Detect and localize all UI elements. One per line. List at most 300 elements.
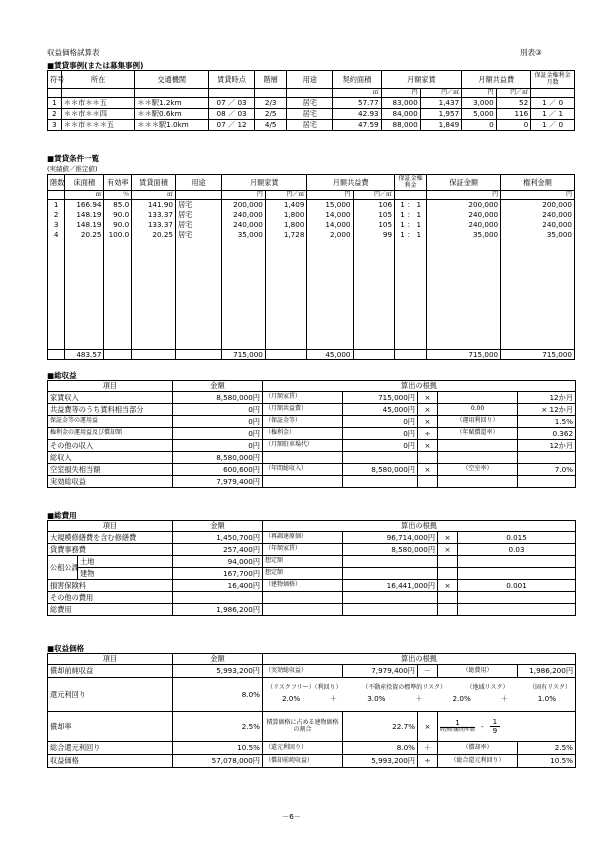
table-row bbox=[48, 476, 576, 488]
gross-basis-2: 0円 bbox=[343, 416, 418, 428]
case-fee-per: 116 bbox=[496, 109, 531, 120]
net-b3: （総費用） bbox=[438, 665, 518, 678]
tr-b3: （償却率） bbox=[438, 742, 518, 755]
unit-yen-per: 円／㎡ bbox=[265, 191, 307, 200]
gross-item: 共益費等のうち賃料相当部分 bbox=[48, 404, 173, 416]
tr-b4: 2.5% bbox=[518, 742, 576, 755]
table-row bbox=[48, 464, 576, 476]
exp-basis-2 bbox=[343, 604, 438, 616]
case-access: ＊＊駅1.2km bbox=[135, 98, 209, 109]
total-rent: 715,000 bbox=[222, 350, 266, 360]
exp-item: 総費用 bbox=[48, 604, 173, 616]
exp-op bbox=[438, 592, 458, 604]
exp-item: 大規模修繕費を含む修繕費 bbox=[48, 532, 173, 544]
gross-basis-3 bbox=[438, 392, 518, 404]
rental-cases-title: ■賃貸事例(または募集事例) bbox=[47, 61, 144, 70]
lease-area: 166.94 bbox=[65, 200, 104, 210]
table-row bbox=[48, 580, 576, 592]
gross-basis-4: 7.0% bbox=[518, 464, 576, 476]
exp-amount: 1,450,700円 bbox=[173, 532, 263, 544]
gross-basis-1 bbox=[263, 452, 343, 464]
dep-b1: 積算価格に占める建物価格の割合 bbox=[263, 712, 343, 742]
case-rent: 88,000 bbox=[381, 120, 420, 131]
lease-deposit: 240,000 bbox=[427, 210, 501, 220]
case-access: ＊＊＊駅1.0km bbox=[135, 120, 209, 131]
gross-basis-3 bbox=[438, 452, 518, 464]
col-access: 交通機関 bbox=[135, 71, 209, 89]
cap-rate-label: 還元利回り bbox=[48, 678, 173, 712]
unit-pct: ％ bbox=[104, 191, 132, 200]
lease-dep-months: 1 ： 1 bbox=[395, 200, 427, 210]
exp-item: 建物 bbox=[78, 568, 173, 580]
net-income-amount: 5,993,200円 bbox=[173, 665, 263, 678]
exp-basis-1 bbox=[263, 604, 343, 616]
expenses-title: ■総費用 bbox=[47, 511, 77, 520]
exp-basis-1: （再調達原価） bbox=[263, 532, 343, 544]
exp-item: 土地 bbox=[78, 556, 173, 568]
lease-fee: 2,000 bbox=[307, 230, 353, 240]
gross-op: × bbox=[418, 404, 438, 416]
tr-b2: 8.0% bbox=[343, 742, 418, 755]
table-row bbox=[48, 230, 575, 240]
exp-basis-3: 0.001 bbox=[458, 580, 576, 592]
exp-op bbox=[438, 568, 458, 580]
depreciation-amount: 2.5% bbox=[173, 712, 263, 742]
case-deposit: 1 ／ 1 bbox=[531, 109, 575, 120]
gross-item: 空室損失相当額 bbox=[48, 464, 173, 476]
iv-b1: （償却前純収益） bbox=[263, 755, 343, 768]
case-no: 1 bbox=[48, 98, 62, 109]
key-months: 0 bbox=[558, 120, 564, 130]
rate-rf: （リスクフリー）（利回り） bbox=[267, 684, 342, 692]
col-location: 所在 bbox=[61, 71, 135, 89]
rate-plus: ＋ bbox=[500, 693, 508, 703]
exp-amount: 94,000円 bbox=[173, 556, 263, 568]
col-floor-area: 床面積 bbox=[65, 175, 104, 191]
doc-ref: 別表③ bbox=[520, 48, 542, 57]
gross-basis-3: 0.00 bbox=[438, 404, 518, 416]
gross-op bbox=[418, 452, 438, 464]
gross-basis-3: （空室率） bbox=[438, 464, 518, 476]
dep-m2: 1 bbox=[416, 219, 422, 229]
gross-basis-1: （権利金） bbox=[263, 428, 343, 440]
page-number: －6－ bbox=[282, 812, 301, 821]
table-row bbox=[48, 544, 576, 556]
gross-basis-4: × 12か月 bbox=[518, 404, 576, 416]
gross-op: × bbox=[418, 440, 438, 452]
lease-floor: 2 bbox=[48, 210, 65, 220]
lease-area: 148.19 bbox=[65, 220, 104, 230]
table-row bbox=[48, 428, 576, 440]
lease-key: 35,000 bbox=[501, 230, 575, 240]
case-date: 08 ／ 03 bbox=[209, 109, 255, 120]
lease-fee-per: 106 bbox=[353, 200, 395, 210]
case-use: 居宅 bbox=[287, 120, 333, 131]
gross-basis-2 bbox=[343, 476, 418, 488]
case-area: 57.77 bbox=[333, 98, 381, 109]
lease-fee: 14,000 bbox=[307, 220, 353, 230]
col-deposit: 保証金権利金月数 bbox=[531, 71, 575, 89]
gross-op bbox=[418, 476, 438, 488]
lease-rent-area: 133.37 bbox=[132, 220, 176, 230]
lease-use: 居宅 bbox=[175, 200, 221, 210]
gross-item: 実効総収益 bbox=[48, 476, 173, 488]
col-date: 賃貸時点 bbox=[209, 71, 255, 89]
gross-op: × bbox=[418, 464, 438, 476]
table-row bbox=[48, 604, 576, 616]
case-floor: 2/3 bbox=[255, 98, 287, 109]
frac1-den: 経済的耐用年数 bbox=[440, 727, 476, 734]
lease-dep-months: 1 ： 1 bbox=[395, 230, 427, 240]
dep-m2: 1 bbox=[416, 209, 422, 219]
case-date: 07 ／ 03 bbox=[209, 98, 255, 109]
depreciation-label: 償却率 bbox=[48, 712, 173, 742]
lease-fee-per: 105 bbox=[353, 210, 395, 220]
gross-basis-4 bbox=[518, 476, 576, 488]
col-amount: 金額 bbox=[173, 654, 263, 665]
gross-amount: 0円 bbox=[173, 416, 263, 428]
lease-rent: 35,000 bbox=[222, 230, 266, 240]
case-month: 03 bbox=[237, 98, 247, 108]
exp-basis-1: （年額家賃） bbox=[263, 544, 343, 556]
net-op: － bbox=[418, 665, 438, 678]
table-row bbox=[48, 210, 575, 220]
lease-terms-sub: (実績値／推定値) bbox=[47, 165, 98, 173]
gross-basis-2: 0円 bbox=[343, 440, 418, 452]
lease-use: 居宅 bbox=[175, 230, 221, 240]
lease-fee-per: 99 bbox=[353, 230, 395, 240]
lease-rent-area: 133.37 bbox=[132, 210, 176, 220]
gross-basis-4 bbox=[518, 452, 576, 464]
lease-key: 240,000 bbox=[501, 220, 575, 230]
gross-amount: 0円 bbox=[173, 428, 263, 440]
gross-basis-4: 1.5% bbox=[518, 416, 576, 428]
lease-terms-title: ■賃貸条件一覧 bbox=[47, 154, 100, 163]
exp-basis-2 bbox=[343, 592, 438, 604]
rate-v2: 3.0% bbox=[367, 693, 386, 703]
lease-deposit: 200,000 bbox=[427, 200, 501, 210]
dep-m1: 1 bbox=[400, 209, 405, 219]
exp-item: 貸費事務費 bbox=[48, 544, 173, 556]
case-fee: 0 bbox=[462, 120, 497, 131]
exp-basis-3 bbox=[458, 568, 576, 580]
tr-op: ＋ bbox=[418, 742, 438, 755]
lease-rent: 200,000 bbox=[222, 200, 266, 210]
gross-basis-1: （保証金等） bbox=[263, 416, 343, 428]
lease-dep-months: 1 ： 1 bbox=[395, 210, 427, 220]
tr-b1: （還元利回り） bbox=[263, 742, 343, 755]
col-fee: 月額共益費 bbox=[462, 71, 531, 89]
col-fee: 月額共益費 bbox=[307, 175, 395, 191]
income-title: ■収益価格 bbox=[47, 644, 85, 653]
gross-basis-4: 12か月 bbox=[518, 440, 576, 452]
rate-area: （地域リスク） bbox=[466, 684, 509, 692]
exp-basis-2 bbox=[343, 568, 438, 580]
unit-yen-per: 円／㎡ bbox=[420, 89, 461, 98]
case-deposit: 1 ／ 0 bbox=[531, 120, 575, 131]
exp-item: 損害保険料 bbox=[48, 580, 173, 592]
total-area: 483.57 bbox=[65, 350, 104, 360]
lease-rate: 100.0 bbox=[104, 230, 132, 240]
dep-m2: 1 bbox=[416, 199, 422, 209]
doc-title: 収益価格試算表 bbox=[47, 48, 100, 57]
table-row bbox=[48, 404, 576, 416]
exp-item: その他の費用 bbox=[48, 592, 173, 604]
case-fee: 3,000 bbox=[462, 98, 497, 109]
lease-deposit: 240,000 bbox=[427, 220, 501, 230]
rate-v3: 2.0% bbox=[452, 693, 471, 703]
col-dep-months: 保証金権利金 bbox=[395, 175, 427, 191]
cap-rate-basis bbox=[263, 678, 576, 712]
gross-basis-1: （年間総収入） bbox=[263, 464, 343, 476]
dep-fraction: 1 経済的耐用年数 - $\frac{1}{9}$ bbox=[438, 712, 576, 742]
case-location: ＊＊市＊＊四 bbox=[61, 109, 135, 120]
case-use: 居宅 bbox=[287, 98, 333, 109]
gross-basis-2: 8,580,000円 bbox=[343, 464, 418, 476]
gross-item: 総収入 bbox=[48, 452, 173, 464]
lease-key: 200,000 bbox=[501, 200, 575, 210]
rate-v4: 1.0% bbox=[537, 693, 557, 703]
exp-op bbox=[438, 604, 458, 616]
exp-basis-3 bbox=[458, 592, 576, 604]
dep-b2: 22.7% bbox=[343, 712, 418, 742]
gross-amount: 0円 bbox=[173, 440, 263, 452]
lease-rent-area: 141.90 bbox=[132, 200, 176, 210]
gross-basis-2: 715,000円 bbox=[343, 392, 418, 404]
iv-b2: 5,993,200円 bbox=[343, 755, 418, 768]
case-rent: 84,000 bbox=[381, 109, 420, 120]
gross-basis-3 bbox=[438, 476, 518, 488]
total-deposit: 715,000 bbox=[427, 350, 501, 360]
col-basis: 算出の根拠 bbox=[263, 381, 576, 392]
exp-op bbox=[438, 556, 458, 568]
col-area: 契約面積 bbox=[333, 71, 381, 89]
gross-table bbox=[47, 380, 576, 488]
lease-terms-table bbox=[47, 174, 575, 360]
exp-basis-2: 8,580,000円 bbox=[343, 544, 438, 556]
dep-months: 1 bbox=[542, 98, 547, 108]
col-item: 項目 bbox=[48, 521, 173, 532]
case-month: 03 bbox=[237, 109, 247, 119]
frac2-den: 9 bbox=[490, 726, 501, 735]
case-rent-per: 1,849 bbox=[420, 120, 461, 131]
col-use: 用途 bbox=[287, 71, 333, 89]
rate-v1: 2.0% bbox=[281, 693, 301, 703]
table-row bbox=[48, 220, 575, 230]
exp-basis-1: （建物価格） bbox=[263, 580, 343, 592]
expenses-table bbox=[47, 520, 576, 616]
frac2-num: 1 bbox=[492, 717, 498, 727]
net-b2: 7,979,400円 bbox=[343, 665, 418, 678]
table-row bbox=[48, 556, 576, 568]
lease-rate: 85.0 bbox=[104, 200, 132, 210]
case-fee-per: 52 bbox=[496, 98, 531, 109]
unit-yen: 円 bbox=[381, 89, 420, 98]
exp-basis-1: 想定額 bbox=[263, 556, 343, 568]
col-amount: 金額 bbox=[173, 521, 263, 532]
table-row bbox=[48, 452, 576, 464]
col-rent: 月額家賃 bbox=[381, 71, 462, 89]
total-rate-label: 総合還元利回り bbox=[48, 742, 173, 755]
case-location: ＊＊市＊＊＊五 bbox=[61, 120, 135, 131]
case-area: 42.93 bbox=[333, 109, 381, 120]
net-b4: 1,986,200円 bbox=[518, 665, 576, 678]
dep-months: 1 bbox=[542, 120, 547, 130]
unit-sqm: ㎡ bbox=[333, 89, 381, 98]
net-b1: （実効総収益） bbox=[263, 665, 343, 678]
income-table bbox=[47, 653, 576, 768]
col-floor: 階層 bbox=[255, 71, 287, 89]
table-row bbox=[48, 568, 576, 580]
lease-rent-per: 1,800 bbox=[265, 220, 307, 230]
lease-rent-area: 20.25 bbox=[132, 230, 176, 240]
table-row bbox=[48, 200, 575, 210]
gross-amount: 8,580,000円 bbox=[173, 392, 263, 404]
exp-basis-1: 想定額 bbox=[263, 568, 343, 580]
exp-op: × bbox=[438, 580, 458, 592]
exp-basis-2: 16,441,000円 bbox=[343, 580, 438, 592]
rate-plus: ＋ bbox=[330, 693, 338, 703]
col-item: 項目 bbox=[48, 381, 173, 392]
dep-months: 1 bbox=[542, 109, 547, 119]
iv-op: ÷ bbox=[418, 755, 438, 768]
unit-yen: 円 bbox=[427, 191, 501, 200]
gross-basis-1 bbox=[263, 476, 343, 488]
unit-sqm: ㎡ bbox=[132, 191, 176, 200]
lease-fee-per: 105 bbox=[353, 220, 395, 230]
key-months: 0 bbox=[558, 98, 564, 108]
rate-plus: ＋ bbox=[415, 693, 423, 703]
case-access: ＊＊駅0.6km bbox=[135, 109, 209, 120]
col-deposit: 保証金額 bbox=[427, 175, 501, 191]
total-rate-amount: 10.5% bbox=[173, 742, 263, 755]
case-rent-per: 1,957 bbox=[420, 109, 461, 120]
dep-m1: 1 bbox=[400, 219, 405, 229]
gross-amount: 8,580,000円 bbox=[173, 452, 263, 464]
table-row bbox=[48, 392, 576, 404]
lease-area: 148.19 bbox=[65, 210, 104, 220]
gross-basis-1: （月額家賃） bbox=[263, 392, 343, 404]
case-floor: 2/5 bbox=[255, 109, 287, 120]
unit-yen: 円 bbox=[501, 191, 575, 200]
lease-rent: 240,000 bbox=[222, 220, 266, 230]
dep-m1: 1 bbox=[400, 229, 405, 239]
gross-basis-2: 45,000円 bbox=[343, 404, 418, 416]
case-month: 12 bbox=[237, 120, 247, 130]
gross-basis-1: （月額駐車場代） bbox=[263, 440, 343, 452]
table-row bbox=[48, 416, 576, 428]
gross-basis-4: 12か月 bbox=[518, 392, 576, 404]
total-key: 715,000 bbox=[501, 350, 575, 360]
income-value-label: 収益価格 bbox=[48, 755, 173, 768]
gross-amount: 600,600円 bbox=[173, 464, 263, 476]
case-no: 2 bbox=[48, 109, 62, 120]
lease-floor: 3 bbox=[48, 220, 65, 230]
gross-op: ÷ bbox=[418, 428, 438, 440]
lease-rate: 90.0 bbox=[104, 220, 132, 230]
col-rent: 月額家賃 bbox=[222, 175, 307, 191]
net-income-label: 償却前純収益 bbox=[48, 665, 173, 678]
case-area: 47.59 bbox=[333, 120, 381, 131]
table-row bbox=[48, 98, 575, 109]
col-use: 用途 bbox=[175, 175, 221, 191]
lease-rent-per: 1,728 bbox=[265, 230, 307, 240]
lease-rent-per: 1,800 bbox=[265, 210, 307, 220]
gross-basis-1: （月額共益費） bbox=[263, 404, 343, 416]
table-row bbox=[48, 592, 576, 604]
lease-area: 20.25 bbox=[65, 230, 104, 240]
lease-use: 居宅 bbox=[175, 220, 221, 230]
col-key: 権利金額 bbox=[501, 175, 575, 191]
lease-dep-months: 1 ： 1 bbox=[395, 220, 427, 230]
col-floor: 階数 bbox=[48, 175, 65, 191]
gross-op: × bbox=[418, 392, 438, 404]
lease-floor: 1 bbox=[48, 200, 65, 210]
table-row bbox=[48, 440, 576, 452]
frac1-num: 1 bbox=[455, 718, 460, 728]
exp-basis-1 bbox=[263, 592, 343, 604]
col-basis: 算出の根拠 bbox=[263, 654, 576, 665]
gross-title: ■総収益 bbox=[47, 371, 77, 380]
col-rent-area: 賃貸面積 bbox=[132, 175, 176, 191]
dep-m2: 1 bbox=[416, 229, 422, 239]
gross-basis-4: 0.362 bbox=[518, 428, 576, 440]
gross-basis-3 bbox=[438, 440, 518, 452]
rate-own: （固有リスク） bbox=[529, 684, 571, 692]
case-rent: 83,000 bbox=[381, 98, 420, 109]
case-rent-per: 1,437 bbox=[420, 98, 461, 109]
rental-cases-table bbox=[47, 70, 575, 131]
income-value-amount: 57,078,000円 bbox=[173, 755, 263, 768]
dep-op: × bbox=[418, 712, 438, 742]
gross-basis-3: （年賦償還率） bbox=[438, 428, 518, 440]
cap-rate-amount: 8.0% bbox=[173, 678, 263, 712]
total-fee: 45,000 bbox=[307, 350, 353, 360]
iv-b4: 10.5% bbox=[518, 755, 576, 768]
case-location: ＊＊市＊＊五 bbox=[61, 98, 135, 109]
exp-amount: 1,986,200円 bbox=[173, 604, 263, 616]
case-fee-per: 0 bbox=[496, 120, 531, 131]
unit-yen: 円 bbox=[462, 89, 497, 98]
unit-yen-per: 円／㎡ bbox=[496, 89, 531, 98]
exp-basis-3 bbox=[458, 604, 576, 616]
gross-amount: 7,979,400円 bbox=[173, 476, 263, 488]
iv-b3: （総合還元利回り） bbox=[438, 755, 518, 768]
unit-yen: 円 bbox=[307, 191, 353, 200]
col-no: 符号 bbox=[48, 71, 62, 89]
unit-yen: 円 bbox=[222, 191, 266, 200]
gross-item: その他の収入 bbox=[48, 440, 173, 452]
gross-op: × bbox=[418, 416, 438, 428]
case-use: 居宅 bbox=[287, 109, 333, 120]
col-rate: 有効率 bbox=[104, 175, 132, 191]
tax-label: 公租公課 bbox=[48, 556, 78, 580]
case-fee: 5,000 bbox=[462, 109, 497, 120]
gross-item: 権利金の運用益及び償却額 bbox=[48, 428, 173, 440]
lease-floor: 4 bbox=[48, 230, 65, 240]
lease-key: 240,000 bbox=[501, 210, 575, 220]
exp-basis-3: 0.03 bbox=[458, 544, 576, 556]
exp-op: × bbox=[438, 544, 458, 556]
exp-op: × bbox=[438, 532, 458, 544]
unit-yen-per: 円／㎡ bbox=[353, 191, 395, 200]
case-year: 07 bbox=[216, 120, 226, 130]
case-no: 3 bbox=[48, 120, 62, 131]
exp-amount: 16,400円 bbox=[173, 580, 263, 592]
exp-basis-2: 96,714,000円 bbox=[343, 532, 438, 544]
col-basis: 算出の根拠 bbox=[263, 521, 576, 532]
exp-basis-3 bbox=[458, 556, 576, 568]
